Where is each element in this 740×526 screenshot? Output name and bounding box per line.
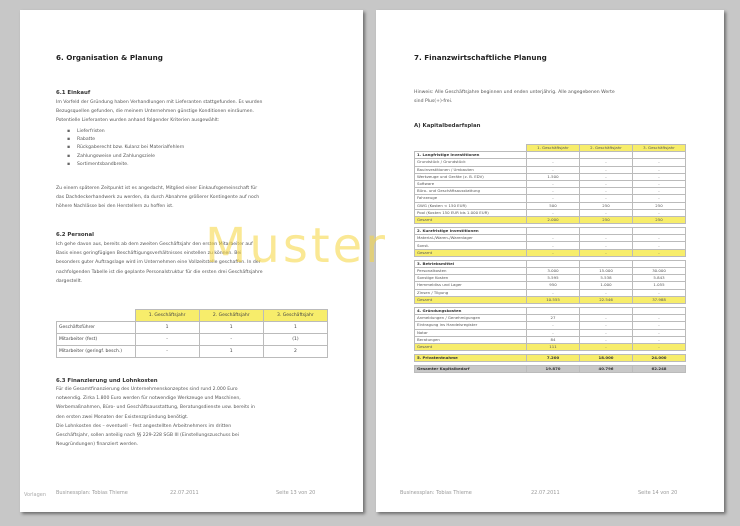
- cell-value: 250: [580, 202, 633, 209]
- column-header: 3. Geschäftsjahr: [633, 145, 686, 152]
- cell-value: 84: [527, 336, 580, 343]
- paragraph: Für die Gesamtfinanzierung des Unternehmenskonzeptes sind rund 2.000 Euro notwendig. Zirka 1.800 Euro werden für notwendige Werkzeuge und Maschinen, Werbemaßnahmen, Büro- und Geschäftsausstattung, Beratungsdienste usw. bereits in den ersten zwei Monaten der Existenzgründung benötigt. Die Lohnkosten des – eventuell – fest angestellten Arbeitnehmers im dritten Geschäftsjahr, sollen anteilig nach §§ 229-228 SGB III (Einstellungszuschuss bei Neugründungen) finanziert werden.: [56, 387, 255, 448]
- footer-author: Businessplan: Tobias Thieme: [56, 490, 128, 496]
- table-row: [415, 195, 686, 202]
- group-title: 4. Gründungskosten: [415, 307, 527, 314]
- cell-value: 19.870: [527, 366, 580, 373]
- table-row: Mitarbeiter (fest) - - (1): [57, 334, 328, 346]
- cell-value: -: [580, 249, 633, 256]
- section-title: 6.2 Personal: [56, 232, 94, 238]
- row-label: Gesamt: [415, 249, 527, 256]
- cell-value: 2.000: [527, 216, 580, 223]
- row-label: 5. Privatentnahme: [415, 355, 527, 362]
- table-row: [415, 275, 686, 282]
- cell-value: 1.000: [580, 282, 633, 289]
- cell-value: -: [527, 159, 580, 166]
- row-label: Beratungen: [415, 336, 527, 343]
- table-row: [415, 282, 686, 289]
- row-label: Software: [415, 180, 527, 187]
- table-row: [415, 289, 686, 296]
- paragraph: Zu einem späteren Zeitpunkt ist es angedacht, Mitglied einer Einkaufsgemeinschaft für das Dachdeckerhandwerk zu werden, da durch Abnahme größerer Kontingente auf noch höhere Nachlässe bei den Herstellern zu hoffen ist.: [56, 186, 260, 210]
- cell-value: -: [527, 209, 580, 216]
- cell-value: 18.000: [580, 355, 633, 362]
- table-row: [415, 159, 686, 166]
- cell-value: -: [633, 289, 686, 296]
- cell-value: 500: [527, 202, 580, 209]
- cell-value: -: [633, 249, 686, 256]
- page-right: [376, 10, 724, 512]
- row-label: Sonstige Kosten: [415, 275, 527, 282]
- column-header: 3. Geschäftsjahr: [263, 310, 327, 322]
- cell-value: -: [580, 336, 633, 343]
- section-title: 6.3 Finanzierung und Lohnkosten: [56, 378, 158, 384]
- table-row: [415, 336, 686, 343]
- table-row: [415, 202, 686, 209]
- cell-value: 37.988: [633, 296, 686, 303]
- table-row: [415, 235, 686, 242]
- table-row: [415, 315, 686, 322]
- table-row: [415, 322, 686, 329]
- table-row: [415, 166, 686, 173]
- footer-page-number: Seite 14 von 20: [638, 490, 678, 496]
- bullet-list: [67, 128, 184, 169]
- group-title: 3. Betriebsmittel: [415, 260, 527, 267]
- section-title: 6.1 Einkauf: [56, 90, 91, 96]
- cell-value: -: [527, 329, 580, 336]
- group-title: 2. Kurzfristige Investitionen: [415, 228, 527, 235]
- cell-value: -: [527, 249, 580, 256]
- group-title-row: [415, 228, 686, 235]
- cell-value: -: [633, 188, 686, 195]
- row-label: Personalkosten: [415, 268, 527, 275]
- row-label: Gesamt: [415, 216, 527, 223]
- cell-value: -: [580, 289, 633, 296]
- cell-value: 5.595: [527, 275, 580, 282]
- group-title: 1. Langfristige Investitionen: [415, 152, 527, 159]
- row-label: Zinsen / Tilgung: [415, 289, 527, 296]
- cell-value: -: [633, 242, 686, 249]
- cell-value: -: [633, 235, 686, 242]
- list-item: ▪ Rückgaberecht bzw. Kulanz bei Materialfehlern: [67, 144, 184, 152]
- cell-value: 40.796: [580, 366, 633, 373]
- group-title-row: [415, 307, 686, 314]
- cell-value: 7.200: [527, 355, 580, 362]
- cell-value: -: [580, 343, 633, 350]
- row-label: Gesamt: [415, 343, 527, 350]
- column-header: 1. Geschäftsjahr: [135, 310, 199, 322]
- table-row: Mitarbeiter (geringf. besch.) - 1 2: [57, 346, 328, 358]
- row-label: Bauinvestitionen / Umbauten: [415, 166, 527, 173]
- paragraph: Ich gehe davon aus, bereits ab dem zweiten Geschäftsjahr den ersten Mitarbeiter auf Basis eines geringfügigen Beschäftigungsverhältnisses einstellen zu können. Bei besonders guter Auftragslage wird im Unternehmen eine Vollzeitstelle geschaffen. In der nachfolgenden Tabelle ist die geplante Personalstruktur für die ersten drei Geschäftsjahre dargestellt.: [56, 242, 263, 284]
- row-label: Anmeldungen / Genehmigungen: [415, 315, 527, 322]
- paragraph: Hinweis: Alle Geschäftsjahre beginnen und enden unterjährig. Alle angegebenen Werte sind Plus(+)-frei.: [414, 90, 615, 105]
- column-header: 1. Geschäftsjahr: [527, 145, 580, 152]
- cell-value: -: [633, 315, 686, 322]
- cell-value: -: [527, 180, 580, 187]
- row-label: Notar: [415, 329, 527, 336]
- row-label: Pool (Kosten 150 EUR bis 1.000 EUR): [415, 209, 527, 216]
- total-row: [415, 366, 686, 373]
- cell-value: 950: [527, 282, 580, 289]
- list-item: ▪ Lieferfristen: [67, 128, 184, 136]
- watermark-small: Vorlagen: [24, 492, 47, 498]
- cell-value: -: [633, 209, 686, 216]
- paragraph: Im Vorfeld der Gründung haben Verhandlungen mit Lieferanten stattgefunden. Es wurden Bezugsquellen gefunden, die meinem Unternehmen günstige Konditionen einräumen. Potentielle Lieferanten wurden anhand folgender Kriterien ausgewählt:: [56, 100, 263, 124]
- cell-value: -: [527, 289, 580, 296]
- cell-value: -: [633, 195, 686, 202]
- cell-value: -: [527, 188, 580, 195]
- cell-value: -: [580, 173, 633, 180]
- watermark: Muster: [205, 218, 388, 274]
- cell-value: -: [580, 242, 633, 249]
- cell-value: -: [580, 329, 633, 336]
- cell-value: 1.500: [527, 173, 580, 180]
- row-label: Grundstück / Grundstück: [415, 159, 527, 166]
- cell-value: 10.555: [527, 296, 580, 303]
- cell-value: -: [633, 159, 686, 166]
- column-header: 2. Geschäftsjahr: [199, 310, 263, 322]
- subtotal-row: [415, 216, 686, 223]
- row-label: Eintragung ins Handelsregister: [415, 322, 527, 329]
- cell-value: -: [633, 173, 686, 180]
- table-header-row: [415, 145, 686, 152]
- cell-value: 1.055: [633, 282, 686, 289]
- group-title-row: [415, 260, 686, 267]
- cell-value: -: [633, 322, 686, 329]
- table-row: [415, 173, 686, 180]
- cell-value: 27: [527, 315, 580, 322]
- table-row: [415, 180, 686, 187]
- cell-value: -: [580, 322, 633, 329]
- cell-value: -: [580, 159, 633, 166]
- group-title-row: [415, 152, 686, 159]
- cell-value: 15.000: [580, 268, 633, 275]
- list-item: ▪ Rabatte: [67, 136, 184, 144]
- row-label: GWG (Kosten < 150 EUR): [415, 202, 527, 209]
- page-heading: 6. Organisation & Planung: [56, 53, 163, 62]
- row-label: Büro- und Geschäftsausstattung: [415, 188, 527, 195]
- table-header-row: [57, 310, 328, 322]
- cell-value: 250: [633, 216, 686, 223]
- cell-value: 5.538: [580, 275, 633, 282]
- cell-value: -: [527, 322, 580, 329]
- cell-value: -: [527, 235, 580, 242]
- cell-value: -: [633, 180, 686, 187]
- table-row: [415, 242, 686, 249]
- table-row: [415, 209, 686, 216]
- cell-value: -: [580, 188, 633, 195]
- cell-value: -: [580, 235, 633, 242]
- cell-value: 250: [580, 216, 633, 223]
- cell-value: 3.000: [527, 268, 580, 275]
- table-row: [415, 188, 686, 195]
- cell-value: 250: [633, 202, 686, 209]
- cell-value: 22.546: [580, 296, 633, 303]
- cell-value: -: [633, 343, 686, 350]
- cell-value: -: [580, 209, 633, 216]
- footer-date: 22.07.2011: [531, 490, 560, 496]
- subtotal-row: [415, 343, 686, 350]
- cell-value: 5.843: [633, 275, 686, 282]
- cell-value: -: [527, 195, 580, 202]
- column-header: 2. Geschäftsjahr: [580, 145, 633, 152]
- footer-page-number: Seite 13 von 20: [276, 490, 316, 496]
- row-label: Sonst.: [415, 242, 527, 249]
- subtotal-row: [415, 249, 686, 256]
- cell-value: 30.000: [633, 268, 686, 275]
- row-label: Hemmeldiss und Lager: [415, 282, 527, 289]
- cell-value: 111: [527, 343, 580, 350]
- list-item: ▪ Sortimentsbandbreite.: [67, 161, 184, 169]
- cell-value: -: [580, 166, 633, 173]
- cell-value: -: [633, 336, 686, 343]
- table-row: [415, 268, 686, 275]
- cell-value: -: [633, 329, 686, 336]
- list-item: ▪ Zahlungsweise und Zahlungsziele: [67, 153, 184, 161]
- personnel-table: [56, 309, 328, 358]
- cell-value: -: [580, 195, 633, 202]
- subtotal-row: [415, 296, 686, 303]
- footer-author: Businessplan: Tobias Thieme: [400, 490, 472, 496]
- row-label: Material-/Waren-/Warenlager: [415, 235, 527, 242]
- row-label: Gesamt: [415, 296, 527, 303]
- page-heading: 7. Finanzwirtschaftliche Planung: [414, 53, 547, 62]
- cell-value: -: [580, 180, 633, 187]
- table-row: [415, 329, 686, 336]
- cell-value: -: [527, 166, 580, 173]
- capital-requirements-table: [414, 144, 686, 373]
- row-label: Werkzeuge und Geräte (z. B. EDV): [415, 173, 527, 180]
- private-withdrawal-row: [415, 355, 686, 362]
- row-label: Fahrzeuge: [415, 195, 527, 202]
- table-row: Geschäftsführer 1 1 1: [57, 322, 328, 334]
- row-label: Gesamter Kapitalbedarf: [415, 366, 527, 373]
- cell-value: 62.248: [633, 366, 686, 373]
- cell-value: -: [527, 242, 580, 249]
- section-title: A) Kapitalbedarfsplan: [414, 123, 481, 129]
- cell-value: 24.000: [633, 355, 686, 362]
- cell-value: -: [633, 166, 686, 173]
- cell-value: -: [580, 315, 633, 322]
- footer-date: 22.07.2011: [170, 490, 199, 496]
